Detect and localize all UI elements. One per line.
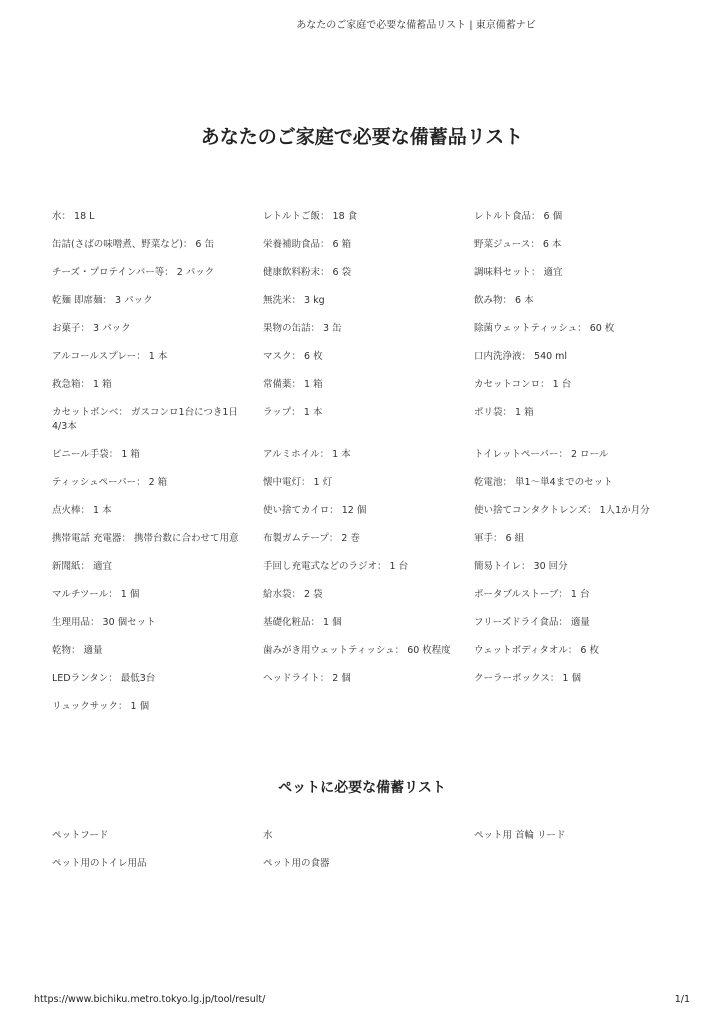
list-item: 基礎化粧品： 1 個 — [263, 617, 342, 628]
list-item: ペット用の食器 — [263, 858, 330, 869]
list-item: 果物の缶詰： 3 缶 — [263, 323, 342, 334]
list-item: 乾電池： 単1～単4までのセット — [474, 477, 613, 488]
item-row — [52, 378, 672, 392]
list-item: リュックサック： 1 個 — [52, 701, 150, 712]
list-item: ポータブルストーブ： 1 台 — [474, 589, 590, 600]
list-item: チーズ・プロテインバー等： 2 パック — [52, 267, 215, 278]
item-row — [52, 294, 672, 308]
print-header — [0, 16, 724, 31]
list-item: ペットフード — [52, 830, 109, 841]
list-item: 缶詰(さばの味噌煮、野菜など)： 6 缶 — [52, 239, 214, 250]
list-item: ヘッドライト： 2 個 — [263, 673, 351, 684]
list-item: カセットコンロ： 1 台 — [474, 379, 572, 390]
list-item: 歯みがき用ウェットティッシュ： 60 枚程度 — [263, 645, 451, 656]
pet-section-title: ペットに必要な備蓄リスト — [278, 780, 446, 796]
item-row — [52, 266, 672, 280]
list-item: ラップ： 1 本 — [263, 407, 323, 418]
list-item: マルチツール： 1 個 — [52, 589, 140, 600]
list-item: 救急箱： 1 箱 — [52, 379, 112, 390]
list-item: 健康飲料粉末： 6 袋 — [263, 267, 352, 278]
list-item: 無洗米： 3 kg — [263, 295, 325, 306]
list-item: 使い捨てカイロ： 12 個 — [263, 505, 367, 516]
list-item: アルコールスプレー： 1 本 — [52, 351, 168, 362]
list-item: ペット用 首輪 リード — [474, 830, 566, 841]
list-item: カセットボンベ： ガスコンロ1台につき1日4/3本 — [52, 407, 238, 432]
list-item: 懐中電灯： 1 灯 — [263, 477, 333, 488]
print-header-title: あなたのご家庭で必要な備蓄品リスト | 東京備蓄ナビ — [296, 20, 536, 31]
item-row — [52, 406, 672, 434]
list-item: 水： 18 L — [52, 211, 95, 222]
list-item: 口内洗浄液： 540 ml — [474, 351, 568, 362]
list-item — [474, 857, 672, 871]
item-row — [52, 322, 672, 336]
list-item: 軍手： 6 組 — [474, 533, 525, 544]
item-row — [52, 857, 672, 871]
item-row — [52, 448, 672, 462]
list-item: マスク： 6 枚 — [263, 351, 323, 362]
print-footer — [34, 994, 690, 1005]
item-row — [52, 829, 672, 843]
item-row — [52, 210, 672, 224]
item-row — [52, 644, 672, 658]
pet-item-list — [52, 829, 672, 885]
list-item: 乾物： 適量 — [52, 645, 103, 656]
item-row — [52, 616, 672, 630]
list-item: 野菜ジュース： 6 本 — [474, 239, 562, 250]
list-item: 除菌ウェットティッシュ： 60 枚 — [474, 323, 615, 334]
list-item: 常備薬： 1 箱 — [263, 379, 323, 390]
item-row — [52, 238, 672, 252]
list-item: クーラーボックス： 1 個 — [474, 673, 581, 684]
list-item: 栄養補助食品： 6 箱 — [263, 239, 352, 250]
list-item — [474, 700, 672, 714]
list-item: 水 — [263, 830, 273, 841]
list-item: 使い捨てコンタクトレンズ： 1人1か月分 — [474, 505, 650, 516]
list-item: ティッシュペーパー： 2 箱 — [52, 477, 168, 488]
item-row — [52, 588, 672, 602]
list-item: 携帯電話 充電器： 携帯台数に合わせて用意 — [52, 533, 239, 544]
item-row — [52, 504, 672, 518]
list-item: 飲み物： 6 本 — [474, 295, 534, 306]
list-item: 簡易トイレ： 30 回分 — [474, 561, 568, 572]
list-item — [263, 700, 474, 714]
stockpile-item-list — [52, 210, 672, 728]
list-item: 布製ガムテープ： 2 巻 — [263, 533, 360, 544]
list-item: トイレットペーパー： 2 ロール — [474, 449, 609, 460]
footer-page-number: 1/1 — [674, 994, 690, 1005]
item-row — [52, 700, 672, 714]
list-item: お菓子： 3 パック — [52, 323, 131, 334]
list-item: 手回し充電式などのラジオ： 1 台 — [263, 561, 409, 572]
item-row — [52, 476, 672, 490]
item-row — [52, 560, 672, 574]
list-item: ビニール手袋： 1 箱 — [52, 449, 140, 460]
list-item: 新聞紙： 適宜 — [52, 561, 113, 572]
list-item: レトルトご飯： 18 食 — [263, 211, 358, 222]
item-row — [52, 350, 672, 364]
list-item: ペット用のトイレ用品 — [52, 858, 147, 869]
list-item: レトルト食品： 6 個 — [474, 211, 563, 222]
list-item: ウェットボディタオル： 6 枚 — [474, 645, 599, 656]
item-row — [52, 672, 672, 686]
list-item: アルミホイル： 1 本 — [263, 449, 351, 460]
list-item: 生理用品： 30 個セット — [52, 617, 156, 628]
item-row — [52, 532, 672, 546]
list-item: 乾麺 即席麺： 3 パック — [52, 295, 153, 306]
page-title: あなたのご家庭で必要な備蓄品リスト — [200, 126, 524, 148]
list-item: 調味料セット： 適宜 — [474, 267, 563, 278]
list-item: 給水袋： 2 袋 — [263, 589, 323, 600]
list-item: 点火棒： 1 本 — [52, 505, 112, 516]
list-item: フリーズドライ食品： 適量 — [474, 617, 590, 628]
footer-url: https://www.bichiku.metro.tokyo.lg.jp/tool/result/ — [34, 994, 266, 1005]
list-item: ポリ袋： 1 箱 — [474, 407, 534, 418]
list-item: LEDランタン： 最低3台 — [52, 673, 156, 684]
